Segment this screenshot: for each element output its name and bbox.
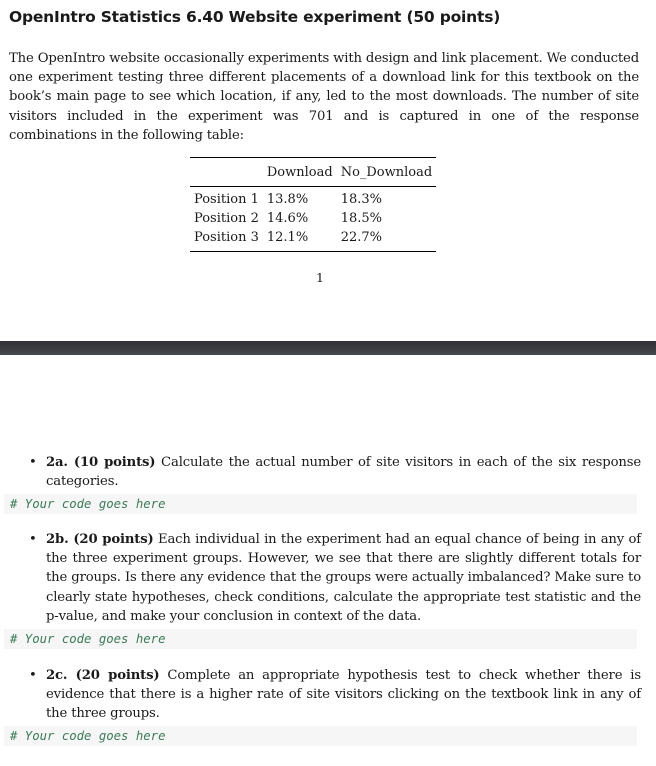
table-cell: Position 3 bbox=[194, 230, 259, 245]
table-cell: 14.6% bbox=[266, 211, 309, 226]
table-cell: 13.8% bbox=[266, 192, 309, 207]
question-2b bbox=[29, 530, 641, 626]
table-header-cell bbox=[190, 158, 263, 187]
code-cell[interactable]: # Your code goes here bbox=[4, 494, 637, 514]
intro-paragraph: The OpenIntro website occasionally experiments with design and link placement. We conducted one experiment testing three different placements of a download link for this textbook on the book’s main page to see which location, if any, led to the most downloads. The number of site visitors included in the experiment was 701 and is captured in one of the response combinations in the following table: bbox=[9, 51, 639, 143]
bullet-icon: • bbox=[29, 532, 37, 547]
table-header-row bbox=[190, 158, 436, 187]
question-2a bbox=[29, 453, 641, 491]
table-row bbox=[190, 228, 436, 252]
pdf-page bbox=[0, 0, 656, 341]
code-cell[interactable]: # Your code goes here bbox=[4, 726, 637, 746]
table-cell: 12.1% bbox=[266, 230, 309, 245]
response-table bbox=[190, 157, 436, 252]
table-header-cell: Download bbox=[266, 164, 333, 180]
table-row bbox=[190, 187, 436, 210]
table-cell: 18.5% bbox=[340, 211, 382, 226]
page-number: 1 bbox=[316, 270, 324, 285]
code-cell[interactable]: # Your code goes here bbox=[4, 629, 637, 649]
question-label: 2b. (20 points) bbox=[46, 532, 154, 547]
bullet-icon: • bbox=[29, 455, 37, 470]
table-cell: 18.3% bbox=[340, 192, 382, 207]
page-title: OpenIntro Statistics 6.40 Website experiment (50 points) bbox=[9, 8, 501, 26]
page-divider bbox=[0, 341, 656, 355]
question-text: Each individual in the experiment had an equal chance of being in any of the three experiment groups. However, we see that there are slightly different totals for the groups. Is there any evidence that the groups were actually imbalanced? Make sure to clearly state hypotheses, check conditions, calculate the appropriate test statistic and the p-value, and make your conclusion in context of the data. bbox=[46, 532, 641, 624]
bullet-icon: • bbox=[29, 668, 37, 683]
table-cell: Position 1 bbox=[194, 192, 259, 207]
table-header-cell: No_Download bbox=[340, 164, 433, 180]
question-text: Complete an appropriate hypothesis test to check whether there is evidence that there is a higher rate of site visitors clicking on the textbook link in any of the three groups. bbox=[46, 668, 641, 722]
table-row bbox=[190, 209, 436, 228]
table-cell: Position 2 bbox=[194, 211, 259, 226]
question-text: Calculate the actual number of site visitors in each of the six response categories. bbox=[46, 455, 641, 490]
question-label: 2a. (10 points) bbox=[46, 455, 156, 470]
table-cell: 22.7% bbox=[340, 230, 382, 245]
question-2c bbox=[29, 666, 641, 724]
question-label: 2c. (20 points) bbox=[46, 668, 160, 683]
